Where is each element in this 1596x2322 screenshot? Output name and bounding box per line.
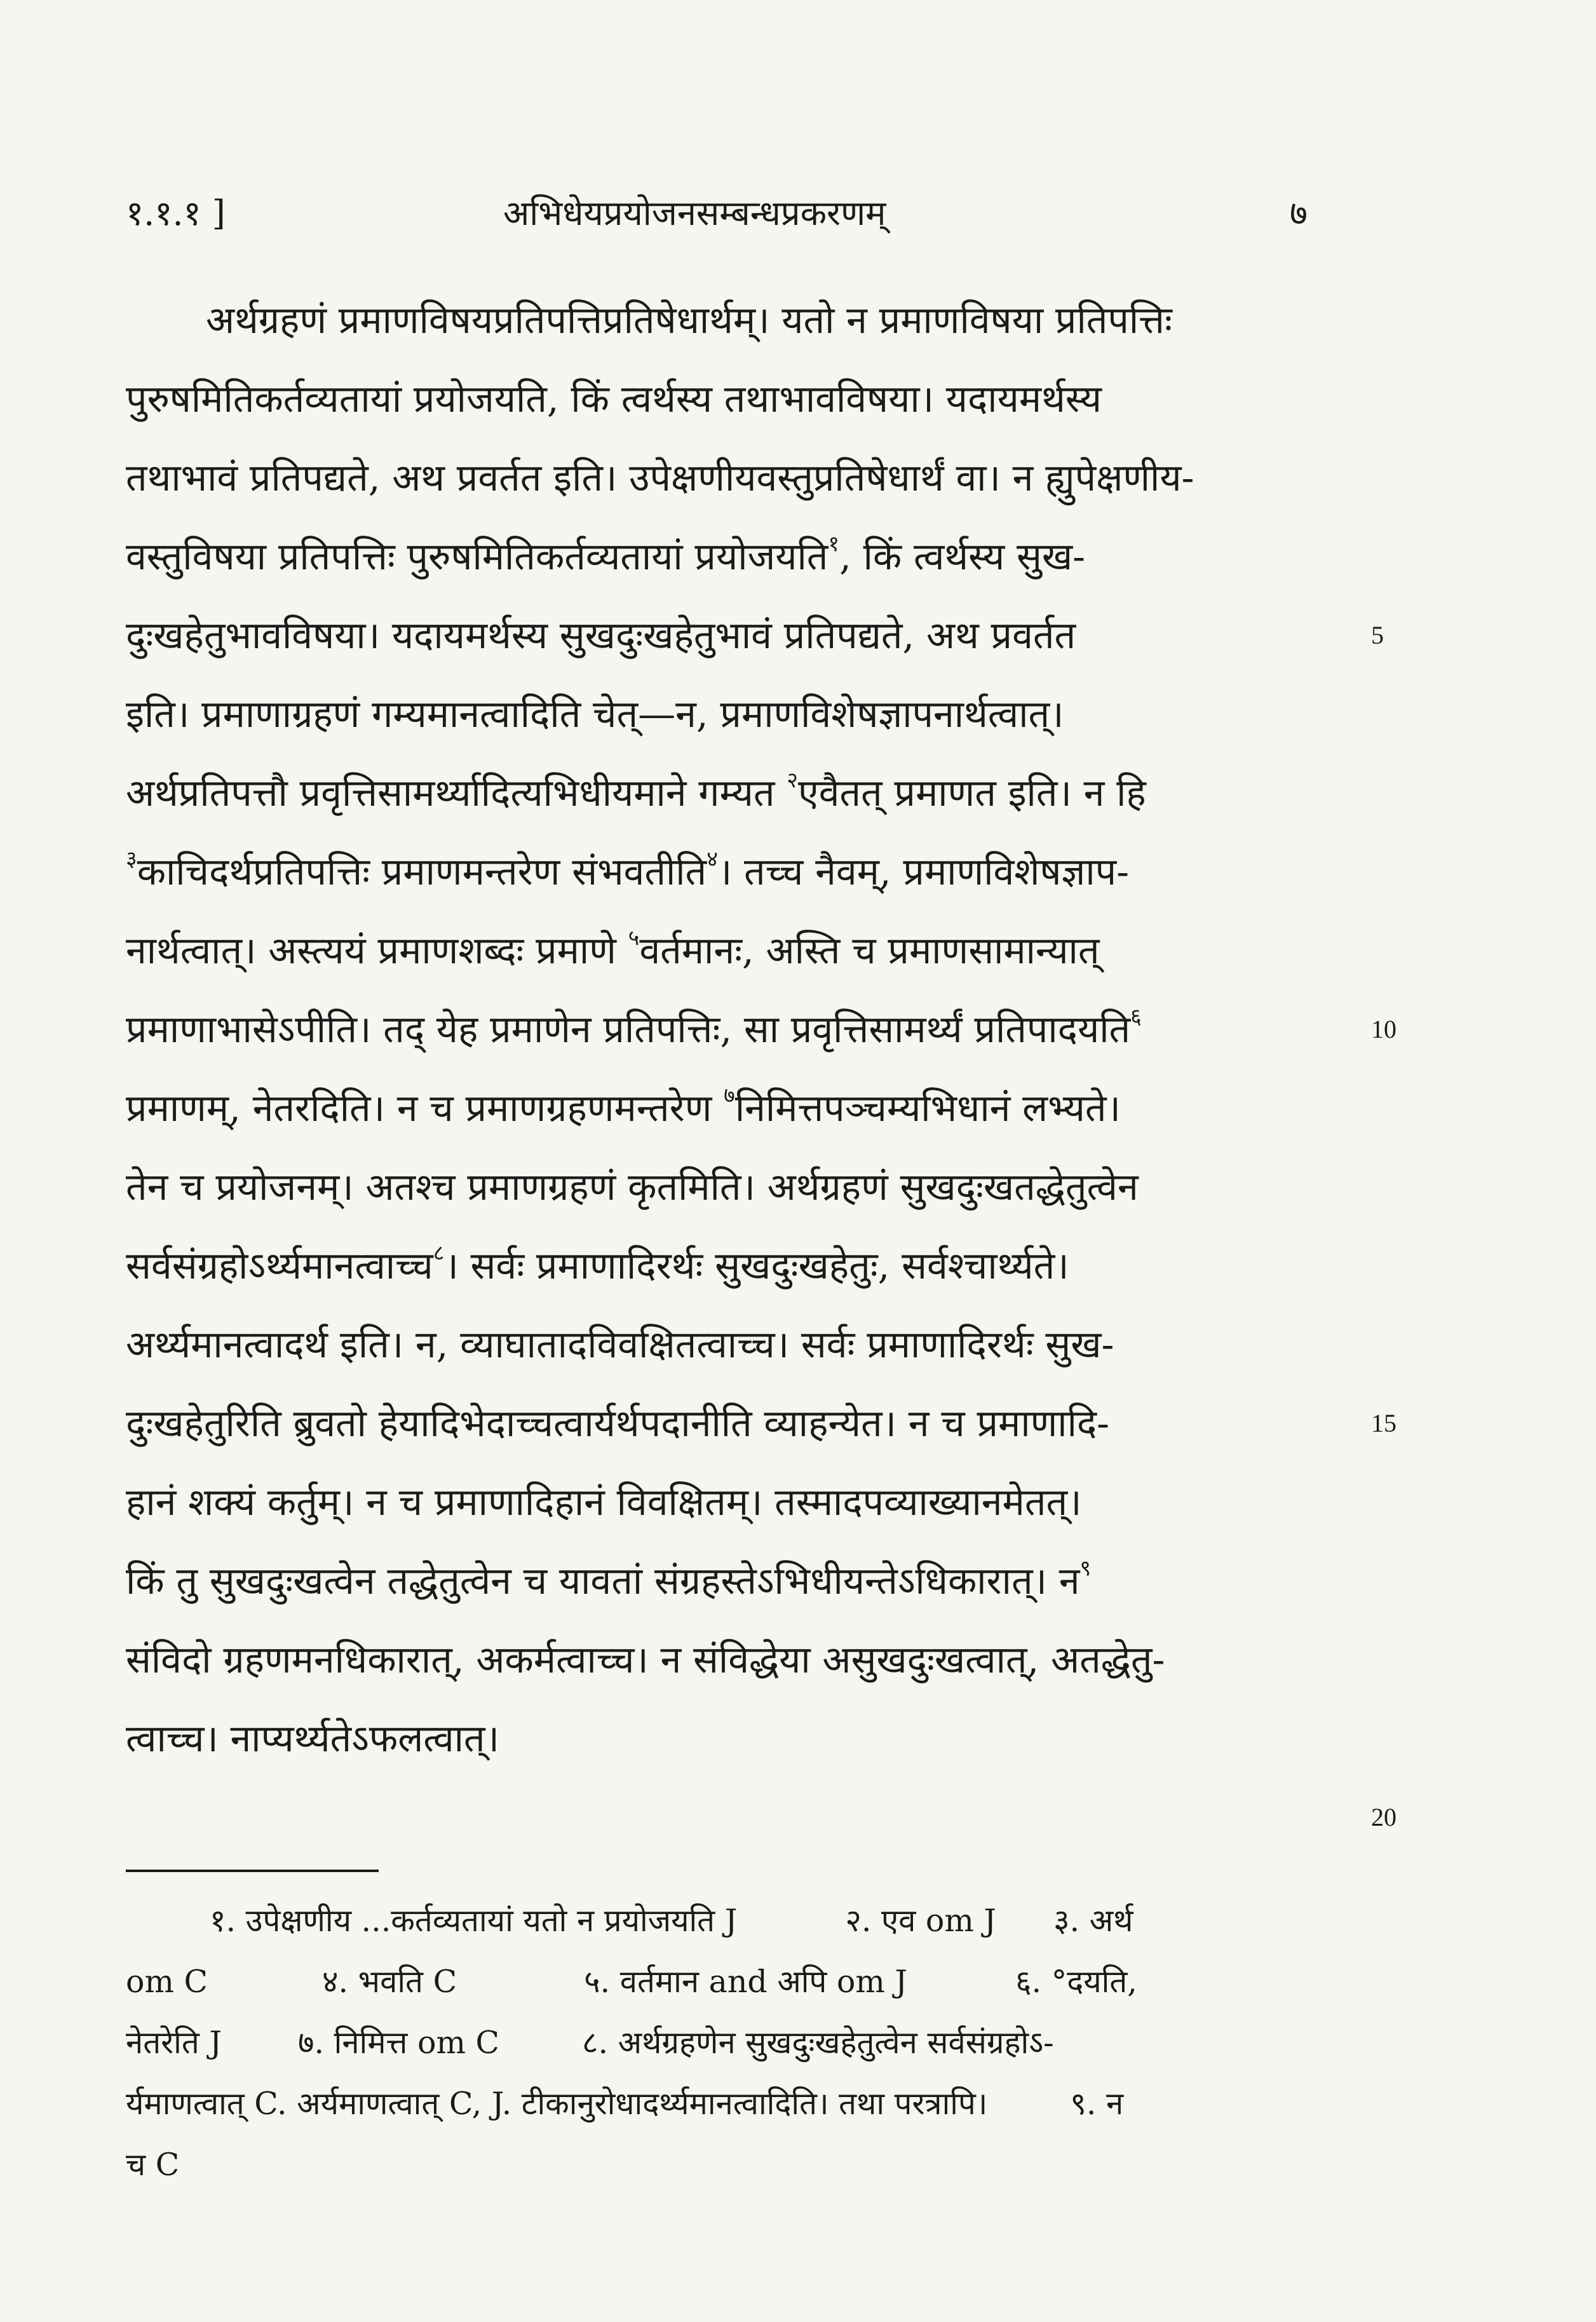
footnote-line: च C	[126, 2147, 180, 2183]
text-line: किं तु सुखदुःखत्वेन तद्धेतुत्वेन च यावतां संग्रहस्तेऽभिधीयन्तेऽधिकारात्। न$^९$	[126, 1556, 1092, 1603]
line-number: 10	[1371, 1015, 1396, 1043]
footnote-line: र्यमाणत्वात् C. अर्यमाणत्वात् C, J. टीकानुरोधादर्थ्यमानत्वादिति। तथा परत्रापि। ९. न	[126, 2086, 1124, 2122]
page-number: ७	[1289, 193, 1308, 233]
chapter-title: अभिधेयप्रयोजनसम्बन्धप्रकरणम्	[503, 193, 886, 233]
text-line: दुःखहेतुभावविषया। यदायमर्थस्य सुखदुःखहेतुभावं प्रतिपद्यते, अथ प्रवर्तत	[126, 613, 1076, 657]
text-line: अर्थग्रहणं प्रमाणविषयप्रतिपत्तिप्रतिषेधार्थम्। यतो न प्रमाणविषया प्रतिपत्तिः	[206, 298, 1172, 342]
text-line: तथाभावं प्रतिपद्यते, अथ प्रवर्तत इति। उपेक्षणीयवस्तुप्रतिषेधार्थं वा। न ह्युपेक्षणीय-	[126, 456, 1194, 499]
text-line: नार्थत्वात्। अस्त्ययं प्रमाणशब्दः प्रमाणे $^५$वर्तमानः, अस्ति च प्रमाणसामान्यात्	[126, 925, 1100, 972]
text-line: सर्वसंग्रहोऽर्थ्यमानत्वाच्च$^८$। सर्वः प्रमाणादिरर्थः सुखदुःखहेतुः, सर्वश्चार्थ्यते।	[126, 1240, 1069, 1287]
footnote-line: १. उपेक्षणीय ...कर्तव्यतायां यतो न प्रयोजयति J २. एव om J ३. अर्थ	[210, 1903, 1133, 1939]
line-number: 15	[1371, 1409, 1396, 1437]
footnote-marker: ४	[707, 846, 718, 872]
footnote-rule	[126, 1870, 379, 1872]
running-header	[126, 188, 1308, 239]
footnote-marker: ३	[126, 846, 137, 872]
footnote-marker: २	[787, 768, 798, 794]
footnote-line: om C ४. भवति C ५. वर्तमान and अपि om J ६. °दयति,	[126, 1964, 1137, 2000]
text-line: प्रमाणाभासेऽपीति। तद् येह प्रमाणेन प्रतिपत्तिः, सा प्रवृत्तिसामर्थ्यं प्रतिपादयति$^६$	[126, 1004, 1142, 1051]
section-number: १.१.१ ]	[126, 193, 226, 233]
footnote-marker: ७	[724, 1083, 735, 1109]
text-line: अर्थप्रतिपत्तौ प्रवृत्तिसामर्थ्यादित्यभिधीयमाने गम्यत $^२$एवैतत् प्रमाणत इति। न हि	[126, 768, 1146, 815]
footnote-marker: १	[828, 531, 840, 557]
text-line: दुःखहेतुरिति ब्रुवतो हेयादिभेदाच्चत्वार्यर्थपदानीति व्याहन्येत। न च प्रमाणादि-	[126, 1401, 1110, 1445]
footnote-marker: ९	[1079, 1556, 1092, 1582]
text-line: तेन च प्रयोजनम्। अतश्च प्रमाणग्रहणं कृतमिति। अर्थग्रहणं सुखदुःखतद्धेतुत्वेन	[126, 1165, 1139, 1209]
line-number: 20	[1371, 1803, 1396, 1831]
text-line: इति। प्रमाणाग्रहणं गम्यमानत्वादिति चेत्—न, प्रमाणविशेषज्ञापनार्थत्वात्।	[126, 692, 1064, 736]
footnote-line: नेतरेति J ७. निमित्त om C ८. अर्थग्रहणेन सुखदुःखहेतुत्वेन सर्वसंग्रहोऽ-	[126, 2025, 1054, 2061]
text-line: त्वाच्च। नाप्यर्थ्यतेऽफलत्वात्।	[126, 1716, 499, 1760]
text-line: हानं शक्यं कर्तुम्। न च प्रमाणादिहानं विवक्षितम्। तस्मादपव्याख्यानमेतत्।	[126, 1480, 1082, 1524]
footnote-marker: ८	[433, 1240, 445, 1266]
text-line: $^३$काचिदर्थप्रतिपत्तिः प्रमाणमन्तरेण संभवतीति$^४$। तच्च नैवम्, प्रमाणविशेषज्ञाप-	[126, 846, 1130, 893]
line-number: 5	[1371, 621, 1384, 649]
text-line: पुरुषमितिकर्तव्यतायां प्रयोजयति, किं त्वर्थस्य तथाभावविषया। यदायमर्थस्य	[126, 377, 1102, 421]
text-line: संविदो ग्रहणमनधिकारात्, अकर्मत्वाच्च। न संविद्धेया असुखदुःखत्वात्, अतद्धेतु-	[126, 1638, 1165, 1681]
text-line: वस्तुविषया प्रतिपत्तिः पुरुषमितिकर्तव्यतायां प्रयोजयति$^१$, किं त्वर्थस्य सुख-	[126, 531, 1086, 578]
text-line: अर्थ्यमानत्वादर्थ इति। न, व्याघातादविवक्षितत्वाच्च। सर्वः प्रमाणादिरर्थः सुख-	[126, 1322, 1114, 1366]
footnote-marker: ५	[628, 925, 640, 951]
footnote-marker: ६	[1130, 1004, 1142, 1030]
text-line: प्रमाणम्, नेतरदिति। न च प्रमाणग्रहणमन्तरेण $^७$निमित्तपञ्चम्यभिधानं लभ्यते।	[126, 1083, 1121, 1130]
